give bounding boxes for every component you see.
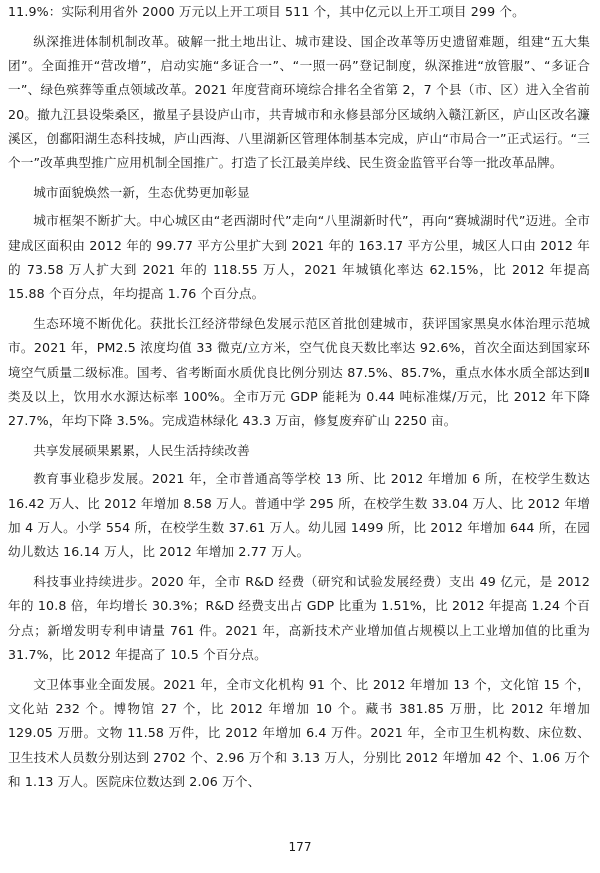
body-text xyxy=(8,0,590,800)
paragraph-institutional-reform: 纵深推进体制机制改革。破解一批土地出让、城市建设、国企改革等历史遗留难题，组建“五大集团”。全面推开“营改增”，启动实施“多证合一”、“一照一码”登记制度，纵深推进“放管服”、“多证合一”、绿色殡葬等重点领域改革。2021 年度营商环境综合排名全省第 2，7 个县（市、区）进入全省前 20。撤九江县设柴桑区，撤星子县设庐山市，共青城市和永修县部分区域纳入赣江新区，庐山区改名濂溪区，创鄱阳湖生态科技城，庐山西海、八里湖新区管理体制基本完成，庐山“市局合一”正式运行。“三个一”改革典型推广应用机制全国推广。打造了长江最美岸线、民生资金监管平台等一批改革品牌。 xyxy=(8,33,590,171)
page-number: 177 xyxy=(288,840,312,854)
section-subheading-shared-development: 共享发展硕果累累，人民生活持续改善 xyxy=(33,443,250,459)
paragraph-ecology: 生态环境不断优化。获批长江经济带绿色发展示范区首批创建城市，获评国家黑臭水体治理示范城市。2021 年，PM2.5 浓度均值 33 微克/立方米，空气优良天数比率达 92.6%，首次全面达到国家环境空气质量二级标准。国考、省考断面水质优良比例分别达 87.5%、85.7%，重点水体水质全部达到Ⅱ类及以上，饮用水水源达标率 100%。全市万元 GDP 能耗为 0.44 吨标准煤/万元，比 2012 年下降 27.7%，年均下降 3.5%。完成造林绿化 43.3 万亩，修复废弃矿山 2250 亩。 xyxy=(8,316,590,429)
section-subheading-city-ecology: 城市面貌焕然一新，生态优势更加彰显 xyxy=(33,185,250,201)
paragraph-science-technology: 科技事业持续进步。2020 年，全市 R&D 经费（研究和试验发展经费）支出 49 亿元，是 2012 年的 10.8 倍，年均增长 30.3%；R&D 经费支出占 GDP 比重为 1.51%，比 2012 年提高 1.24 个百分点；新增发明专利申请量 761 件。2021 年，高新技术产业增加值占规模以上工业增加值的比重为 31.7%，比 2012 年提高了 10.5 个百分点。 xyxy=(8,574,590,662)
paragraph-culture-health: 文卫体事业全面发展。2021 年，全市文化机构 91 个、比 2012 年增加 13 个，文化馆 15 个，文化站 232 个。博物馆 27 个，比 2012 年增加 10 个。藏书 381.85 万册，比 2012 年增加 129.05 万册。文物 11.58 万件，比 2012 年增加 6.4 万件。2021 年，全市卫生机构数、床位数、卫生技术人员数分别达到 2702 个、2.96 万个和 3.13 万人，分别比 2012 年增加 42 个、1.06 万个和 1.13 万人。医院床位数达到 2.06 万个、 xyxy=(8,676,590,789)
paragraph-investment-continued: 11.9%：实际利用省外 2000 万元以上开工项目 511 个，其中亿元以上开工项目 299 个。 xyxy=(8,4,525,19)
paragraph-city-expansion: 城市框架不断扩大。中心城区由“老西湖时代”走向“八里湖新时代”，再向“赛城湖时代”迈进。全市建成区面积由 2012 年的 99.77 平方公里扩大到 2021 年的 163.17 平方公里，城区人口由 2012 年的 73.58 万人扩大到 2021 年的 118.55 万人，2021 年城镇化率达 62.15%，比 2012 年提高 15.88 个百分点，年均提高 1.76 个百分点。 xyxy=(8,213,590,302)
paragraph-education: 教育事业稳步发展。2021 年，全市普通高等学校 13 所、比 2012 年增加 6 所，在校学生数达 16.42 万人、比 2012 年增加 8.58 万人。普通中学 295 所，在校学生数 33.04 万人、比 2012 年增加 4 万人。小学 554 所，在校学生数 37.61 万人。幼儿园 1499 所，比 2012 年增加 644 所，在园幼儿数达 16.14 万人，比 2012 年增加 2.77 万人。 xyxy=(8,471,590,560)
